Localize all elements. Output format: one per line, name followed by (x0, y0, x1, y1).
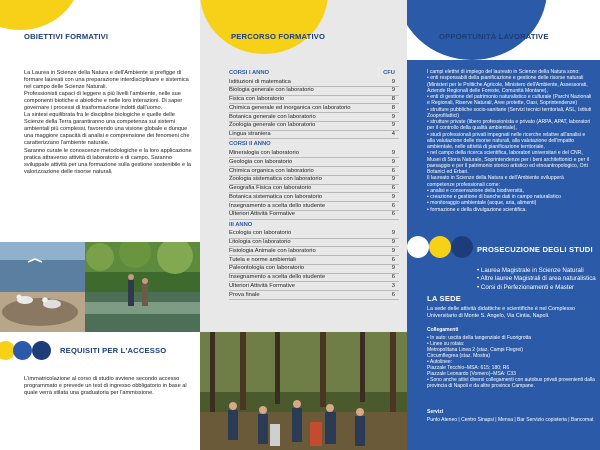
forest-students-photo (200, 332, 407, 450)
collegamenti-item: • Autolinee: (427, 359, 453, 365)
dot-navy (32, 341, 51, 360)
course-cfu: 9 (391, 230, 395, 237)
course-cfu: 6 (391, 211, 395, 218)
course-name: Chimica organica con laboratorio (229, 167, 314, 174)
course-cfu: 9 (391, 265, 395, 272)
opportunita-paragraph: • strutture private (libero professionista e privato (ARPA, APAT, laboratori per il controllo della qualità ambientale), (427, 119, 591, 132)
course-row (229, 122, 399, 131)
course-cfu: 9 (391, 239, 395, 245)
course-cfu: 9 (391, 113, 395, 120)
course-name: Geologia con laboratorio (229, 158, 293, 165)
yellow-circle-decoration (0, 0, 80, 30)
course-name: Prova finale (229, 291, 260, 298)
course-name: Tutela e norme ambientali (229, 256, 296, 263)
opportunita-paragraph: Il laureato in Scienze della Natura e dell'Ambiente svilupperà competenze professionali come: (427, 175, 564, 188)
course-name: Zoologia generale con laboratorio (229, 122, 316, 129)
yellow-circle-decoration (200, 0, 328, 54)
coastal-gulls-photo (0, 242, 200, 332)
course-row (229, 239, 399, 248)
prosecuzione-list (477, 267, 600, 292)
course-name: Biologia generale con laboratorio (229, 87, 314, 94)
course-row (229, 87, 399, 96)
obiettivi-title: OBIETTIVI FORMATIVI (24, 32, 109, 41)
course-row (229, 274, 399, 283)
opportunita-paragraph: • strutture pubbliche socio-sanitarie (Servizi tecnici territoriali, ASL, Istituti Zooprofilattici) (427, 106, 592, 119)
dot-blue (13, 341, 32, 360)
servizi-text: Punto Ateneo | Centro Sinapsi | Mensa | Bar Servizio copisteria | Bancomat (427, 417, 594, 423)
course-row (229, 185, 399, 194)
panel-opportunita (407, 0, 600, 450)
opportunita-paragraph: • enti responsabili della pianificazione e gestione delle risorse naturali (Ministeri per le Politiche Agricole, Ministero dell'Ambiente, Assessorati, Aziende Regionali delle Foreste, Comunità Montane), (427, 75, 588, 94)
course-row (229, 291, 399, 300)
opportunita-paragraph: • enti di gestione del patrimonio naturalistico e culturale (Parchi Nazionali e Regionali, Riserve Naturali, Aree protette, Oasi, Soprintendenze) (427, 94, 592, 107)
navy-circle (451, 236, 473, 258)
obiettivi-paragraph: Saranno curate le conoscenze metodologiche e la loro applicazione pratica attraverso attività di laboratorio e di campo. Saranno sviluppate attività per una formazione sulla gestione sostenibile e la valorizzazione delle risorse naturali. (24, 147, 192, 175)
opportunita-paragraph: I campi elettivi di impiego del laureato in Scienze della Natura sono: (427, 69, 580, 75)
course-cfu: 9 (391, 149, 395, 156)
year1-header (229, 70, 399, 78)
course-cfu: 3 (391, 282, 395, 289)
yellow-circle (429, 236, 451, 258)
servizi-title: Servizi (427, 409, 444, 415)
opportunita-paragraph: • creazione e gestione di banche dati in campo naturalistico (427, 194, 562, 200)
collegamenti-title: Collegamenti (427, 327, 459, 333)
prosecuzione-title: PROSECUZIONE DEGLI STUDI (477, 245, 593, 254)
course-row (229, 193, 399, 202)
course-name: Mineralogia con laboratorio (229, 149, 299, 156)
collegamenti-item: Piazzale Leonardo (Vomero)–MSA: C33 (427, 371, 516, 377)
prosecuzione-item: • Altre lauree Magistrali di area naturalistica (477, 275, 596, 283)
curriculum-table (229, 70, 399, 300)
course-cfu: 6 (391, 274, 395, 281)
course-row (229, 176, 399, 185)
opportunita-paragraph: • formazione e della divulgazione scientifica. (427, 206, 527, 213)
requisiti-title: REQUISITI PER L'ACCESSO (60, 346, 167, 355)
year2-label: CORSI II ANNO (229, 141, 271, 148)
prosecuzione-item: • Corsi di Perfezionamenti e Master (477, 283, 575, 291)
course-name: Botanica sistematica con laboratorio (229, 193, 323, 200)
cfu-label: CFU (383, 70, 395, 76)
sede-text: La sede delle attività didattiche e scientifiche è nel Complesso Universitario di Monte S. Angelo, Via Cintia, Napoli. (427, 306, 576, 319)
course-name: Paleontologia con laboratorio (229, 265, 305, 272)
course-cfu: 4 (391, 131, 395, 138)
course-name: Chimica generale ed inorganica con laboratorio (229, 104, 351, 111)
course-row (229, 131, 399, 140)
opportunita-text (427, 69, 593, 213)
course-name: Ulteriori Attività Formative (229, 211, 296, 218)
course-row (229, 230, 399, 239)
course-cfu: 8 (391, 96, 395, 103)
year1-label: CORSI I ANNO (229, 70, 270, 76)
prosecuzione-item: • Laurea Magistrale in Scienze Naturali (477, 267, 584, 274)
course-cfu: 6 (391, 291, 395, 298)
course-cfu: 9 (391, 87, 395, 94)
course-name: Fisica con laboratorio (229, 96, 285, 103)
course-row (229, 149, 399, 158)
year3-list (229, 230, 399, 300)
panel-obiettivi (0, 0, 200, 450)
year1-list (229, 78, 399, 139)
course-cfu: 9 (391, 176, 395, 183)
percorso-title: PERCORSO FORMATIVO (231, 32, 326, 41)
collegamenti-item: • In auto: uscita della tangenziale di Fuorigrotta (427, 335, 532, 341)
course-cfu: 6 (391, 202, 395, 209)
course-row (229, 211, 399, 220)
course-name: Istituzioni di matematica (229, 78, 291, 85)
opportunita-paragraph: • nel campo della ricerca scientifica, laboratori universitari e del CNR, Musei di Storia Naturale, Soprintendenze per i beni architettonici e per il paesaggio e per il patrimonio storico artistico ed etnoantropologico, Orti Botanici ed Erbari. (427, 150, 589, 175)
course-cfu: 8 (391, 104, 395, 111)
requisiti-text: L'immatricolazione al corso di studio avviene secondo accesso programmato e prevede un test di ingresso obbligatorio in base al quale verrà stilata una graduatoria per l'ammissione. (24, 376, 187, 397)
obiettivi-text (24, 70, 192, 176)
obiettivi-paragraph: Professionisti capaci di leggere a più livelli l'ambiente, nelle sue componenti biotiche e abiotiche e nelle loro interazioni. Di saper governare i processi di trasformazione indotti dall'uomo. (24, 91, 183, 112)
course-cfu: 9 (391, 78, 395, 85)
course-row (229, 78, 399, 87)
course-name: Fisiologia Animale con laboratorio (229, 247, 316, 254)
opportunita-paragraph: • studi professionali privati impegnati nelle ricerche relative all'analisi e alla valutazione delle risorse naturali, alla valutazione dell'impatto ambientale, nelle attività di pianificazione territoriale, (427, 131, 586, 150)
course-row (229, 104, 399, 113)
opportunita-paragraph: • monitoraggio ambientale (acque, aria, alimenti) (427, 200, 537, 207)
white-circle (407, 236, 429, 258)
sede-title: LA SEDE (427, 294, 462, 303)
course-cfu: 6 (391, 167, 395, 174)
course-name: Ulteriori Attività Formative (229, 282, 296, 289)
course-name: Insegnamento a scelta dello studente (229, 202, 326, 209)
course-name: Botanica generale con laboratorio (229, 113, 316, 120)
collegamenti-item: Metropolitana Linea 2 (staz. Campi Flegrei) (427, 347, 523, 353)
opportunita-title: OPPORTUNITÀ LAVORATIVE (439, 32, 549, 41)
course-row (229, 167, 399, 176)
obiettivi-paragraph: La Laurea in Scienze della Natura e dell'Ambiente si prefigge di formare laureati con una preparazione interdisciplinare e sistemica nel campo delle Scienze Naturali. (24, 70, 189, 91)
collegamenti-list (427, 335, 597, 389)
course-row (229, 256, 399, 265)
course-name: Litologia con laboratorio (229, 239, 291, 245)
course-name: Ecologia con laboratorio (229, 230, 292, 237)
course-name: Geografia Fisica con laboratorio (229, 185, 312, 192)
course-cfu: 9 (391, 122, 395, 129)
course-name: Zoologia sistematica con laboratorio (229, 176, 322, 183)
course-name: Lingua straniera (229, 131, 271, 138)
course-cfu: 9 (391, 193, 395, 200)
collegamenti-item: • Sono anche attivi diversi collegamenti con autobus privati provenienti dalla provincia di Napoli e da altre province Campane. (427, 377, 595, 389)
course-row (229, 202, 399, 211)
course-cfu: 6 (391, 185, 395, 192)
opportunita-paragraph: • analisi e conservazione della biodiversità, (427, 187, 524, 194)
obiettivi-paragraph: La sintesi equilibrata fra le discipline biologiche e quelle delle Scienze della Terra garantiranno una competenza sui sistemi ambientali più complessi, favorendo una visione globale e dunque una maggiore capacità di analisi e comprensione dei fenomeni che caratterizzano l'ambiente naturale. (24, 112, 190, 147)
year3-label: III ANNO (229, 221, 253, 228)
course-cfu: 6 (391, 256, 395, 263)
course-row (229, 282, 399, 291)
year2-header (229, 141, 399, 149)
panel-percorso (200, 0, 407, 450)
course-row (229, 265, 399, 274)
course-name: Insegnamento a scelta dello studente (229, 274, 326, 281)
course-row (229, 96, 399, 105)
year3-header (229, 222, 399, 230)
course-row (229, 247, 399, 256)
course-cfu: 9 (391, 247, 395, 254)
course-row (229, 113, 399, 122)
year2-list (229, 149, 399, 219)
collegamenti-item: Piazzale Tecchio–MSA: 615; 180; R6 (427, 365, 510, 371)
collegamenti-item: • Linee su rotaia: (427, 341, 465, 347)
course-cfu: 9 (391, 158, 395, 165)
collegamenti-item: Circumflegrea (staz. Mostra) (427, 353, 491, 359)
course-row (229, 158, 399, 167)
